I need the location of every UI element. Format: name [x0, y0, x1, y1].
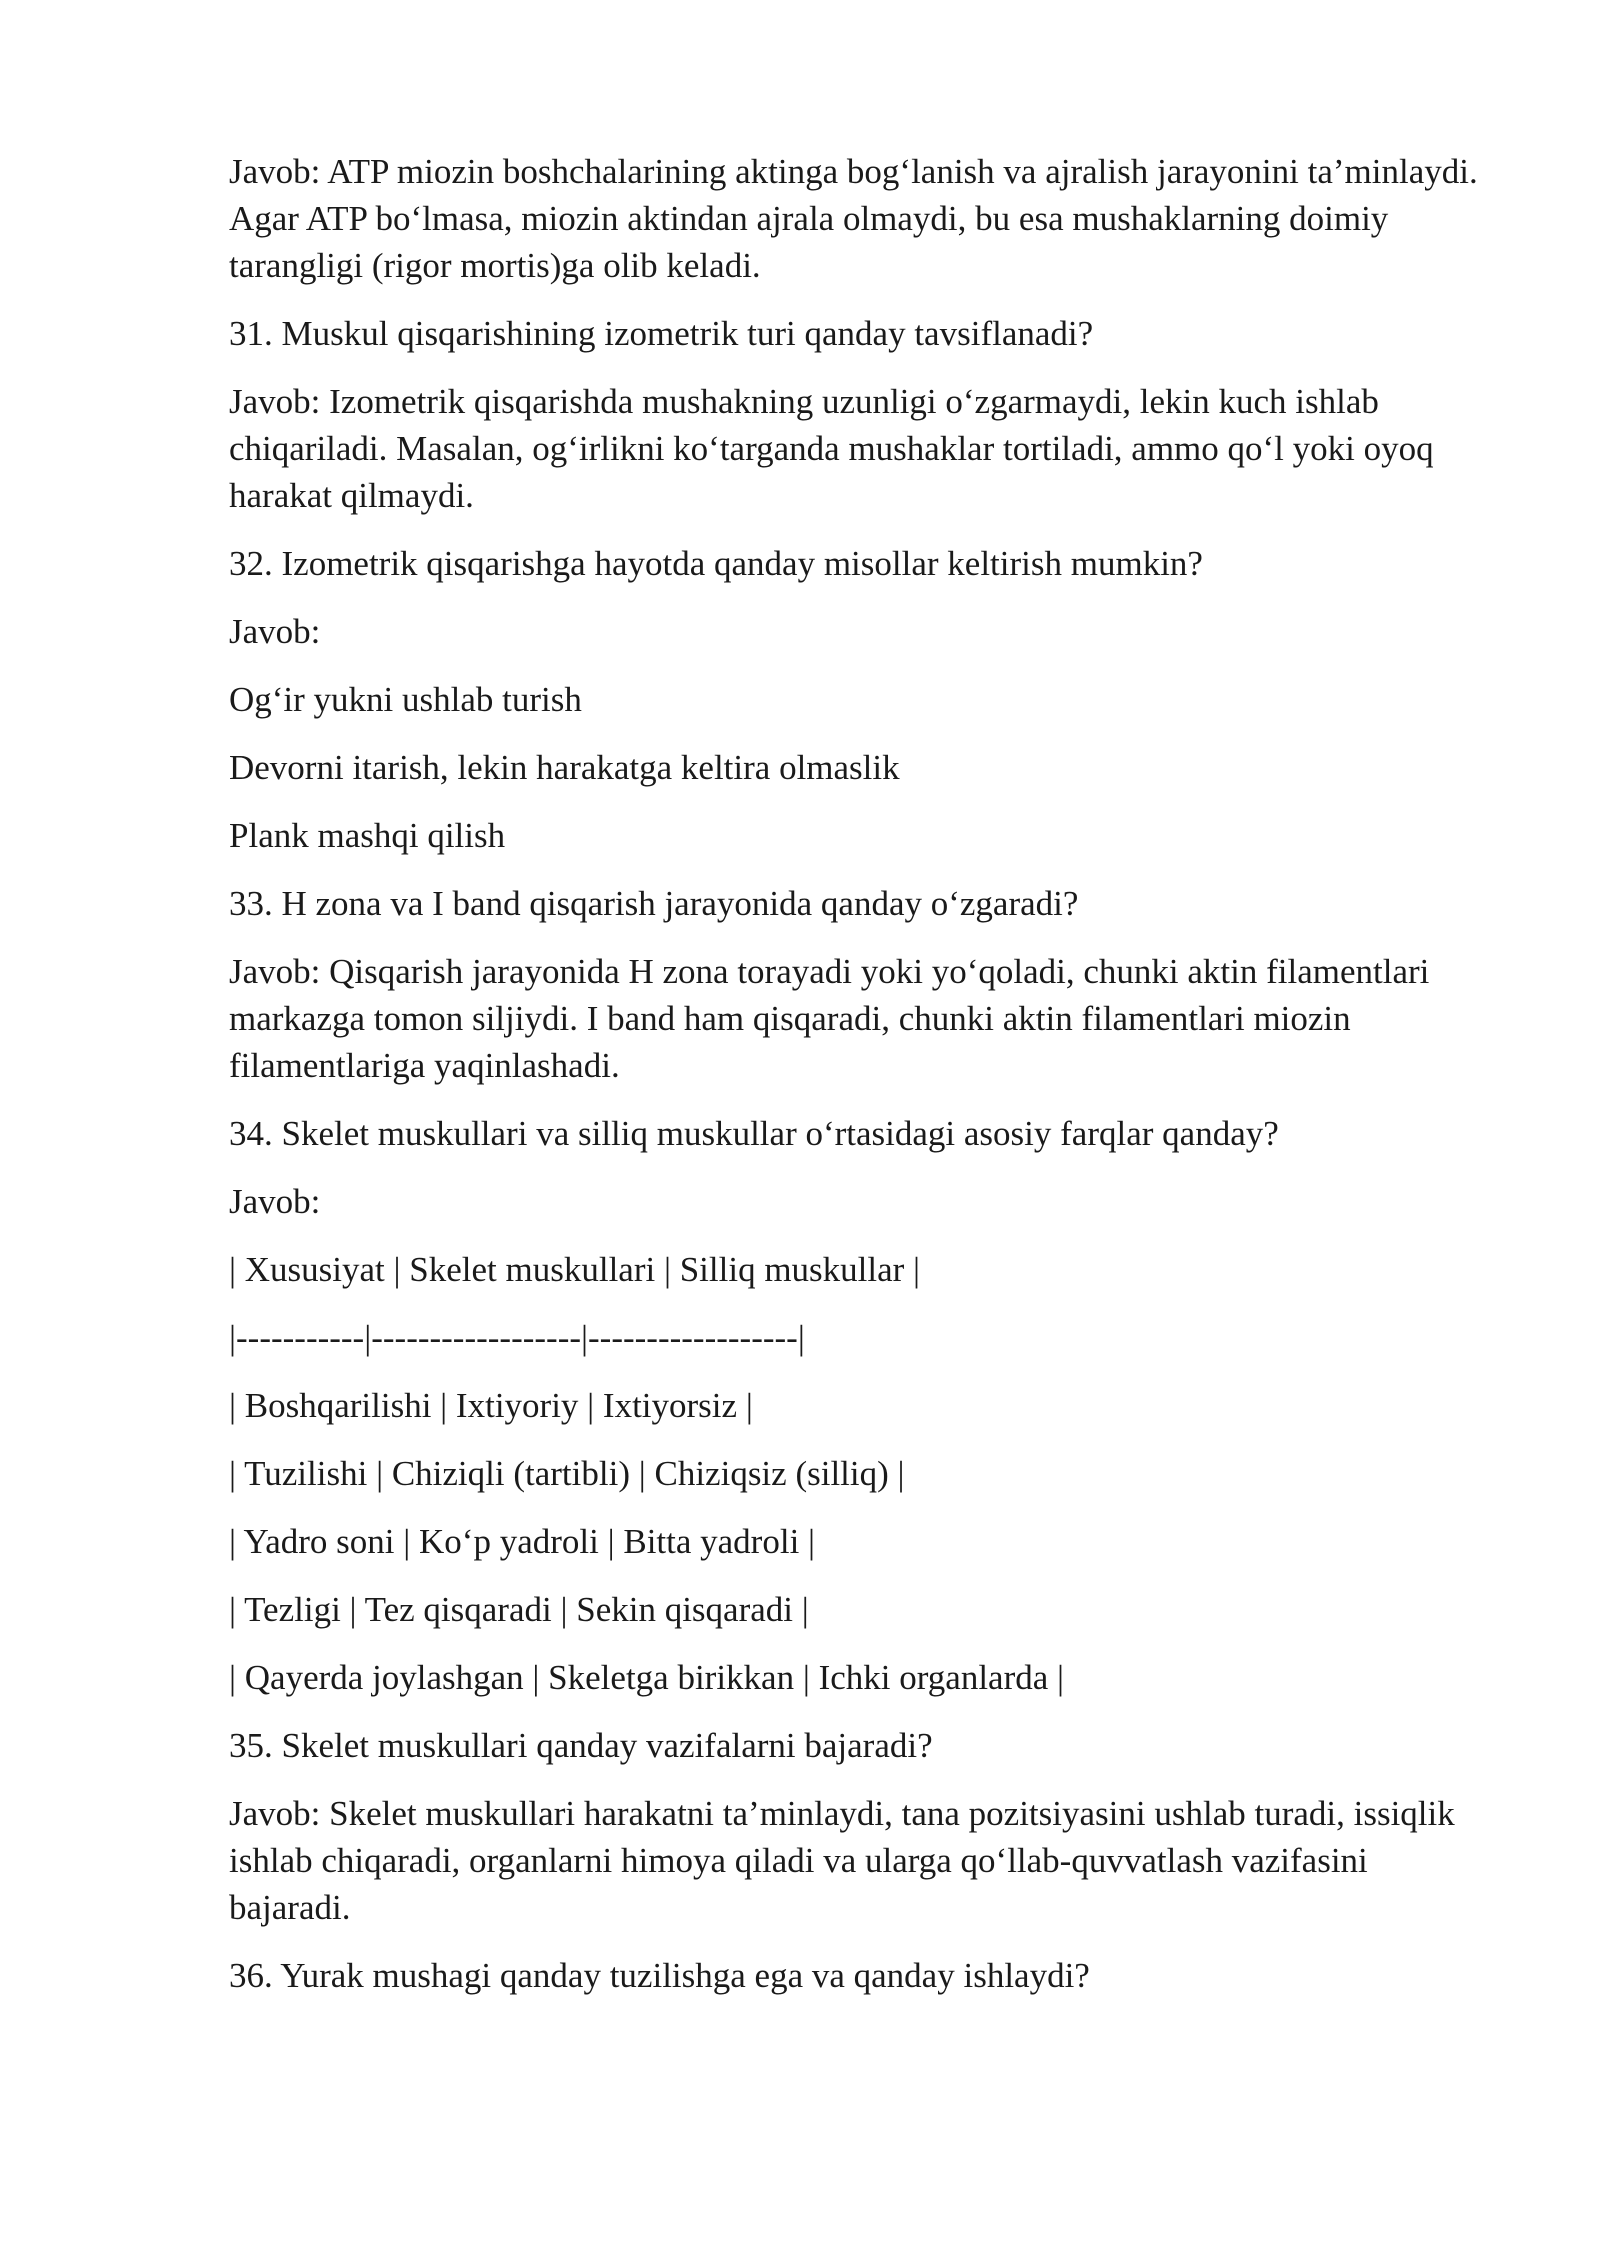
- question-text: 35. Skelet muskullari qanday vazifalarni bajaradi?: [229, 1726, 933, 1765]
- example-item: Devorni itarish, lekin harakatga keltira olmaslik: [229, 748, 900, 787]
- question-text: 34. Skelet muskullari va silliq muskullar o‘rtasidagi asosiy farqlar qanday?: [229, 1114, 1279, 1153]
- answer-label: Javob:: [229, 1182, 321, 1221]
- question-text: 36. Yurak mushagi qanday tuzilishga ega va qanday ishlaydi?: [229, 1956, 1090, 1995]
- example-item: Og‘ir yukni ushlab turish: [229, 680, 582, 719]
- table-row-line: | Qayerda joylashgan | Skeletga birikkan | Ichki organlarda |: [229, 1658, 1065, 1697]
- answer-label: Javob:: [229, 612, 321, 651]
- question-text: 31. Muskul qisqarishining izometrik turi qanday tavsiflanadi?: [229, 314, 1094, 353]
- answer-text: Javob: Skelet muskullari harakatni ta’minlaydi, tana pozitsiyasini ushlab turadi, issiqlik ishlab chiqaradi, organlarni himoya qiladi va ularga qo‘llab-quvvatlash vazifasini bajaradi.: [229, 1794, 1464, 1927]
- table-separator-line: |-----------|------------------|------------------|: [229, 1318, 805, 1357]
- table-row-line: | Yadro soni | Ko‘p yadroli | Bitta yadroli |: [229, 1522, 816, 1561]
- document-body: [229, 148, 1489, 2020]
- question-text: 32. Izometrik qisqarishga hayotda qanday misollar keltirish mumkin?: [229, 544, 1203, 583]
- answer-text: Javob: ATP miozin boshchalarining aktinga bog‘lanish va ajralish jarayonini ta’minlaydi. Agar ATP bo‘lmasa, miozin aktindan ajrala olmaydi, bu esa mushaklarning doimiy tarangligi (rigor mortis)ga olib keladi.: [229, 152, 1485, 285]
- example-item: Plank mashqi qilish: [229, 816, 506, 855]
- answer-text: Javob: Izometrik qisqarishda mushakning uzunligi o‘zgarmaydi, lekin kuch ishlab chiqariladi. Masalan, og‘irlikni ko‘targanda mushaklar tortiladi, ammo qo‘l yoki oyoq harakat qilmaydi.: [229, 382, 1443, 515]
- table-header-line: | Xususiyat | Skelet muskullari | Silliq muskullar |: [229, 1250, 921, 1289]
- answer-text: Javob: Qisqarish jarayonida H zona torayadi yoki yo‘qoladi, chunki aktin filamentlari markazga tomon siljiydi. I band ham qisqaradi, chunki aktin filamentlari miozin filamentlariga yaqinlashadi.: [229, 952, 1439, 1085]
- table-row-line: | Tezligi | Tez qisqaradi | Sekin qisqaradi |: [229, 1590, 809, 1629]
- question-text: 33. H zona va I band qisqarish jarayonida qanday o‘zgaradi?: [229, 884, 1079, 923]
- table-row-line: | Tuzilishi | Chiziqli (tartibli) | Chiziqsiz (silliq) |: [229, 1454, 905, 1493]
- table-row-line: | Boshqarilishi | Ixtiyoriy | Ixtiyorsiz |: [229, 1386, 753, 1425]
